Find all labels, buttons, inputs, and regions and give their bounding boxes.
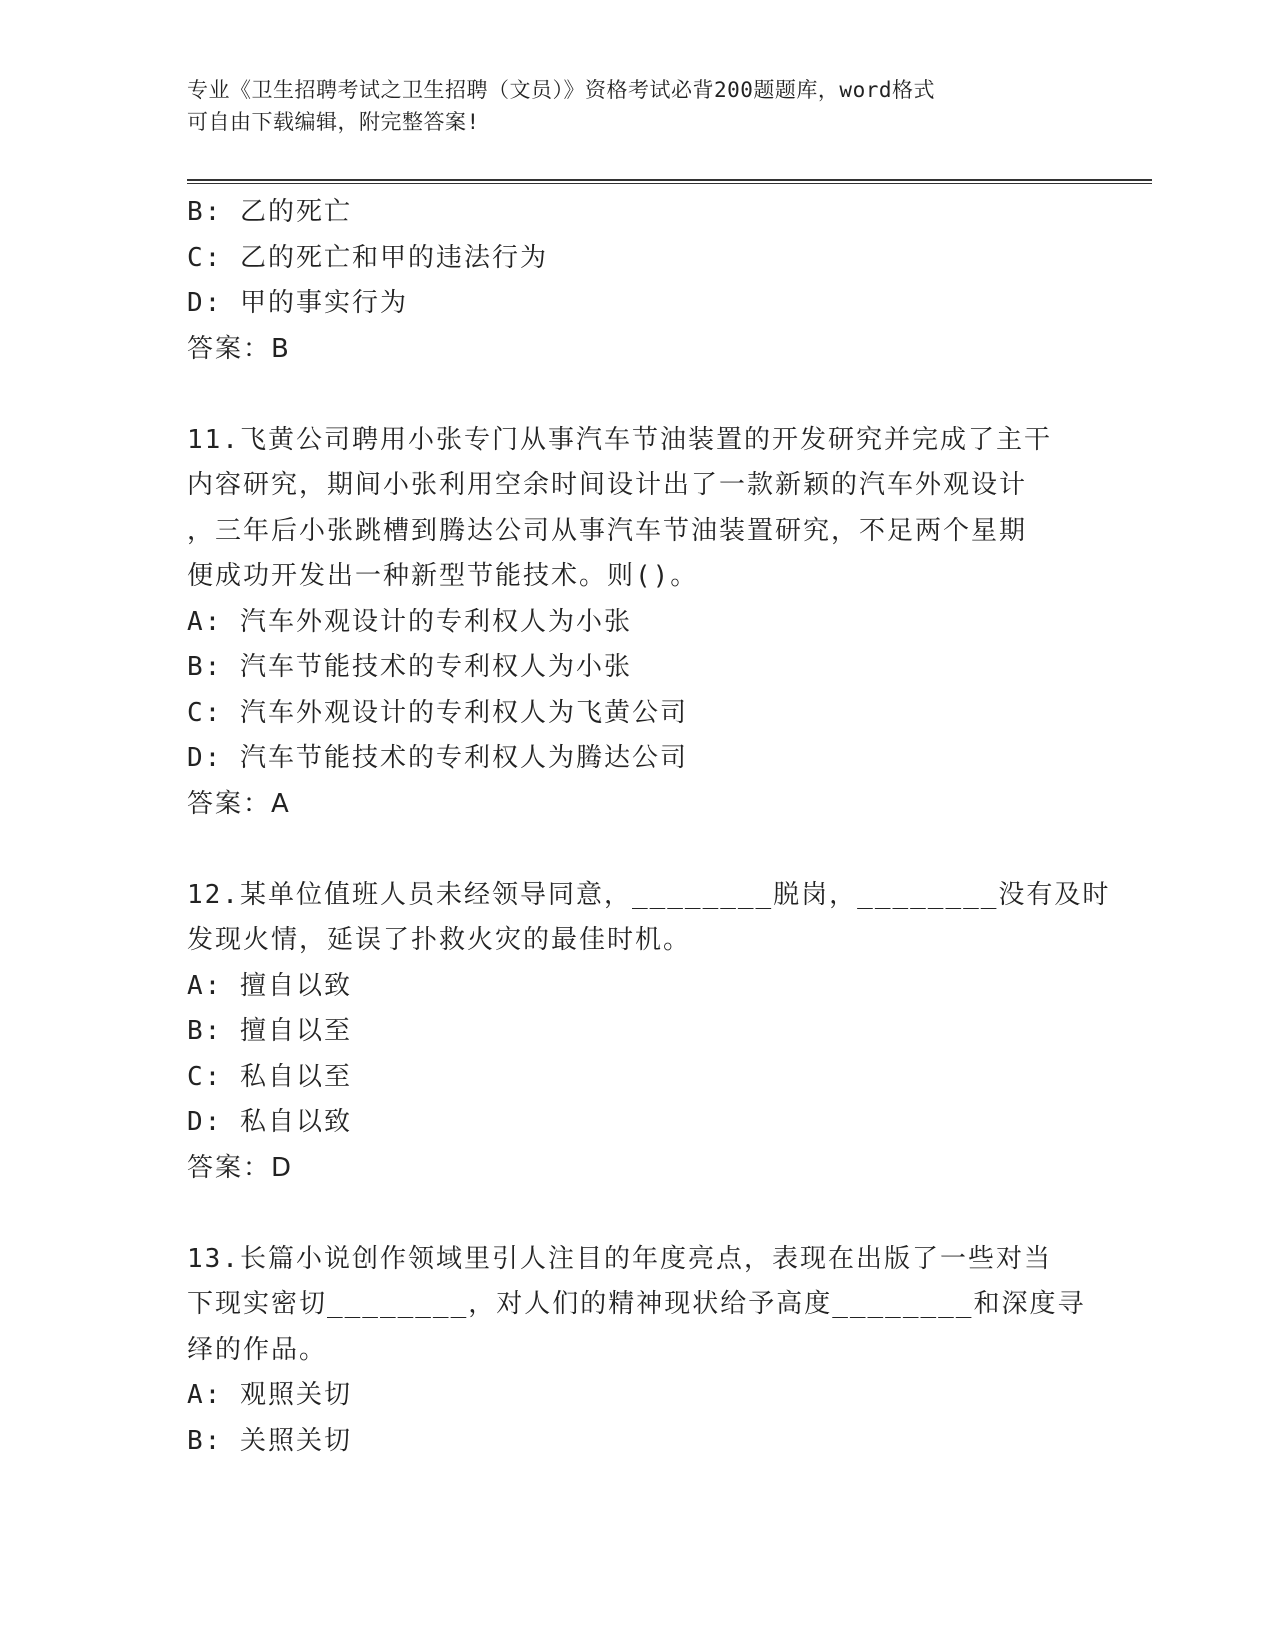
spacer: [187, 372, 1067, 418]
header-divider-thin: [187, 183, 1152, 184]
option-a: A: 观照关切: [187, 1380, 352, 1410]
question-11: [187, 418, 1067, 828]
option-b: B: 关照关切: [187, 1425, 352, 1456]
question-text-line: 内容研究，期间小张利用空余时间设计出了一款新颖的汽车外观设计: [187, 470, 1028, 500]
answer-line: 答案：B: [187, 333, 291, 364]
option-a: A: 汽车外观设计的专利权人为小张: [187, 606, 632, 637]
option-d: D: 汽车节能技术的专利权人为腾达公司: [187, 743, 688, 773]
question-text-line: 下现实密切________，对人们的精神现状给予高度________和深度寻: [187, 1289, 1086, 1319]
question-text-line: 发现火情，延误了扑救火灾的最佳时机。: [187, 925, 692, 955]
question-text-line: 便成功开发出一种新型节能技术。则()。: [187, 561, 699, 591]
option-d: D: 甲的事实行为: [187, 288, 408, 318]
option-c: C: 私自以至: [187, 1061, 352, 1092]
question-10-continued: [187, 190, 1067, 372]
answer-line: 答案：D: [187, 1152, 294, 1183]
option-c: C: 汽车外观设计的专利权人为飞黄公司: [187, 697, 688, 728]
header-line-2: 可自由下载编辑，附完整答案!: [187, 110, 480, 134]
question-text-line: 12.某单位值班人员未经领导同意，________脱岗，________没有及时: [187, 879, 1111, 910]
option-a: A: 擅自以致: [187, 970, 352, 1001]
question-text-line: ，三年后小张跳槽到腾达公司从事汽车节油装置研究，不足两个星期: [187, 515, 1028, 546]
spacer: [187, 1191, 1067, 1237]
option-b: B: 汽车节能技术的专利权人为小张: [187, 652, 632, 682]
spacer: [187, 827, 1067, 873]
answer-line: 答案：A: [187, 788, 291, 819]
question-13: [187, 1237, 1086, 1465]
question-12: [187, 873, 1111, 1192]
header-divider-thick: [187, 179, 1152, 181]
option-d: D: 私自以致: [187, 1107, 352, 1137]
header-line-1: 专业《卫生招聘考试之卫生招聘（文员）》资格考试必背200题题库，word格式: [187, 78, 935, 102]
question-text-line: 绎的作品。: [187, 1334, 328, 1365]
option-b: B: 擅自以至: [187, 1016, 352, 1046]
question-text-line: 11.飞黄公司聘用小张专门从事汽车节油装置的开发研究并完成了主干: [187, 424, 1052, 455]
question-content: [187, 190, 1111, 1464]
question-text-line: 13.长篇小说创作领域里引人注目的年度亮点，表现在出版了一些对当: [187, 1243, 1052, 1274]
option-c: C: 乙的死亡和甲的违法行为: [187, 242, 548, 273]
option-b: B: 乙的死亡: [187, 197, 352, 227]
document-header: [187, 74, 1067, 138]
